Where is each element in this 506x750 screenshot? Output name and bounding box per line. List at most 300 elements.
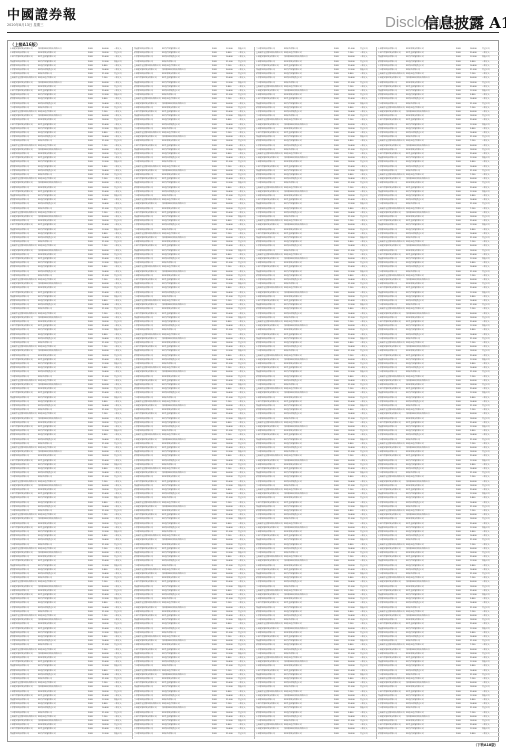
table-cell: 招商银行股份有限公司	[10, 669, 37, 673]
table-cell: 7,200	[102, 379, 114, 383]
table-cell: 16,400	[348, 278, 360, 282]
table-cell: 一般法人	[238, 660, 256, 664]
table-cell: 中国工商银行股份有限公司	[256, 601, 283, 605]
table-cell: 7,200	[226, 534, 238, 538]
table-cell: XX财务有限公司	[406, 337, 455, 341]
table-cell: XX资产管理有限公司	[406, 526, 455, 530]
table-cell: 保险公司	[482, 391, 500, 395]
table-cell: 16,400	[226, 55, 238, 59]
table-cell: XX投资管理有限公司	[284, 711, 333, 715]
table-cell: 基金公司	[482, 337, 500, 341]
table-cell: 保险公司	[238, 652, 256, 656]
table-cell: 2020	[88, 354, 101, 358]
table-cell: XX创业投资有限公司	[406, 509, 455, 513]
table-cell: 基金公司	[238, 610, 256, 614]
table-cell: 一般法人	[360, 492, 378, 496]
table-cell: 基金公司	[238, 643, 256, 647]
table-cell: XX证券股份有限公司	[284, 60, 333, 64]
table-cell: 2020	[456, 702, 469, 706]
table-cell: 18,500	[226, 173, 238, 177]
table-cell: 基金公司	[114, 656, 132, 660]
table-cell: XX创业投资有限公司	[406, 543, 455, 547]
table-cell: 基金公司	[482, 450, 500, 454]
table-cell: 上海浦东发展银行股份有限公司	[256, 253, 283, 257]
table-cell: 中国工商银行股份有限公司	[134, 681, 161, 685]
table-cell: XX创业投资有限公司	[38, 715, 87, 719]
table-cell: 中国建设银行股份有限公司	[378, 614, 405, 618]
table-cell: 2020	[88, 555, 101, 559]
table-cell: 深圳市XX科技股份有限公司	[284, 593, 333, 597]
table-cell: 基金公司	[360, 349, 378, 353]
table-cell: 基金公司	[238, 543, 256, 547]
table-cell: XX创业投资有限公司	[162, 265, 211, 269]
table-cell: 基金公司	[238, 261, 256, 265]
table-cell: XX证券股份有限公司	[38, 320, 87, 324]
table-cell: 2020	[212, 492, 225, 496]
table-cell: 21,000	[348, 81, 360, 85]
table-cell: 2020	[88, 429, 101, 433]
table-cell: XX创业投资有限公司	[162, 333, 211, 337]
table-cell: XX信托有限责任公司	[284, 110, 333, 114]
table-cell: 招商银行股份有限公司	[378, 698, 405, 702]
column-4	[378, 47, 500, 739]
table-cell: 一般法人	[360, 442, 378, 446]
table-cell: 一般法人	[482, 219, 500, 223]
table-cell: 一般法人	[482, 253, 500, 257]
table-cell: 保险公司	[360, 102, 378, 106]
table-cell: 9,800	[348, 72, 360, 76]
table-cell: 9,800	[226, 186, 238, 190]
table-cell: XX财务有限公司	[284, 618, 333, 622]
table-cell: XX证券股份有限公司	[38, 152, 87, 156]
table-cell: 深圳市XX科技股份有限公司	[406, 379, 455, 383]
table-cell: 7,200	[348, 320, 360, 324]
table-cell: 2020	[212, 597, 225, 601]
table-cell: 保险公司	[114, 564, 132, 568]
table-cell: 2020	[456, 333, 469, 337]
table-cell: 招商银行股份有限公司	[378, 228, 405, 232]
table-cell: 深圳市XX科技股份有限公司	[406, 412, 455, 416]
table-row	[256, 732, 378, 737]
table-cell: 18,500	[348, 631, 360, 635]
table-cell: XX投资管理有限公司	[284, 475, 333, 479]
table-cell: 兴业银行股份有限公司	[134, 564, 161, 568]
table-cell: 2020	[456, 307, 469, 311]
table-cell: 2020	[334, 85, 347, 89]
table-cell: 2020	[456, 51, 469, 55]
table-cell: 基金公司	[482, 202, 500, 206]
table-cell: 12,000	[102, 396, 114, 400]
table-cell: XX资产管理有限公司	[38, 295, 87, 299]
table-cell: XX投资管理有限公司	[406, 564, 455, 568]
table-cell: 招商银行股份有限公司	[256, 307, 283, 311]
table-cell: 7,200	[226, 702, 238, 706]
table-cell: 招商银行股份有限公司	[256, 72, 283, 76]
table-cell: XX信托有限责任公司	[162, 593, 211, 597]
table-cell: 21,000	[226, 664, 238, 668]
table-cell: 2020	[212, 484, 225, 488]
table-cell: 保险公司	[238, 383, 256, 387]
table-cell: 7,200	[226, 669, 238, 673]
table-cell: 中国工商银行股份有限公司	[134, 446, 161, 450]
table-cell: 中国工商银行股份有限公司	[134, 715, 161, 719]
table-cell: 16,400	[226, 627, 238, 631]
table-cell: 中国建设银行股份有限公司	[256, 291, 283, 295]
table-cell: 12,000	[226, 383, 238, 387]
table-cell: XX创业投资有限公司	[38, 345, 87, 349]
table-cell: 2020	[334, 198, 347, 202]
table-cell: XX信托有限责任公司	[38, 102, 87, 106]
table-cell: 16,400	[470, 265, 482, 269]
table-cell: 上海浦东发展银行股份有限公司	[256, 354, 283, 358]
table-cell: 保险公司	[114, 664, 132, 668]
table-cell: 12,000	[348, 572, 360, 576]
table-cell: 2020	[212, 316, 225, 320]
table-cell: 18,500	[102, 723, 114, 727]
table-cell: 一般法人	[114, 333, 132, 337]
table-cell: 12,000	[470, 324, 482, 328]
table-cell: 保险公司	[360, 303, 378, 307]
table-cell: 一般法人	[482, 307, 500, 311]
table-cell: 2020	[212, 505, 225, 509]
table-cell: XX投资管理有限公司	[38, 198, 87, 202]
table-cell: 一般法人	[238, 265, 256, 269]
table-cell: 12,000	[470, 391, 482, 395]
table-cell: 2020	[88, 433, 101, 437]
table-cell: 2020	[88, 181, 101, 185]
table-cell: 12,000	[102, 631, 114, 635]
table-cell: 基金公司	[114, 509, 132, 513]
table-cell: 25,600	[226, 278, 238, 282]
table-cell: 25,600	[226, 110, 238, 114]
table-cell: 一般法人	[482, 211, 500, 215]
table-cell: 保险公司	[360, 404, 378, 408]
table-cell: 2020	[212, 471, 225, 475]
table-cell: 9,800	[226, 589, 238, 593]
table-cell: 2020	[212, 341, 225, 345]
table-cell: 2020	[456, 278, 469, 282]
table-cell: 一般法人	[360, 152, 378, 156]
table-cell: 中国工商银行股份有限公司	[256, 568, 283, 572]
table-cell: 中国建设银行股份有限公司	[134, 471, 161, 475]
table-cell: 基金公司	[482, 438, 500, 442]
table-cell: 21,000	[348, 484, 360, 488]
table-cell: XX信托有限责任公司	[406, 669, 455, 673]
table-cell: 一般法人	[238, 601, 256, 605]
table-cell: 12,000	[102, 597, 114, 601]
table-cell: 基金公司	[238, 362, 256, 366]
table-cell: 2020	[456, 349, 469, 353]
table-cell: 基金公司	[360, 585, 378, 589]
table-cell: 上海浦东发展银行股份有限公司	[378, 240, 405, 244]
table-cell: 中国银行股份有限公司	[256, 60, 283, 64]
table-cell: 中国建设银行股份有限公司	[256, 492, 283, 496]
table-cell: XX投资管理有限公司	[38, 501, 87, 505]
table-cell: 中信银行股份有限公司	[134, 559, 161, 563]
table-cell: 2020	[212, 400, 225, 404]
table-cell: XX创业投资有限公司	[284, 723, 333, 727]
table-cell: 保险公司	[482, 459, 500, 463]
table-cell: 34,000	[102, 450, 114, 454]
table-cell: 2020	[88, 253, 101, 257]
table-cell: 25,600	[348, 702, 360, 706]
table-cell: 基金公司	[114, 341, 132, 345]
table-cell: 一般法人	[482, 278, 500, 282]
table-cell: 7,200	[226, 635, 238, 639]
table-cell: 中国银行股份有限公司	[256, 127, 283, 131]
table-cell: XX创业投资有限公司	[406, 408, 455, 412]
table-cell: 兴业银行股份有限公司	[134, 228, 161, 232]
table-cell: 7,200	[226, 131, 238, 135]
table-cell: 保险公司	[360, 169, 378, 173]
table-cell: 2020	[88, 463, 101, 467]
table-cell: 2020	[334, 362, 347, 366]
table-cell: 2020	[88, 240, 101, 244]
table-cell: 中国银行股份有限公司	[378, 484, 405, 488]
table-cell: 一般法人	[360, 614, 378, 618]
table-cell: 9,800	[102, 265, 114, 269]
table-cell: XX创业投资有限公司	[284, 522, 333, 526]
table-cell: XX财务有限公司	[38, 677, 87, 681]
table-cell: 中信银行股份有限公司	[10, 706, 37, 710]
table-cell: XX财务有限公司	[284, 282, 333, 286]
table-cell: 一般法人	[482, 261, 500, 265]
table-cell: 21,000	[226, 295, 238, 299]
table-cell: 交通银行股份有限公司	[134, 484, 161, 488]
table-cell: 2020	[334, 232, 347, 236]
table-cell: 2020	[212, 408, 225, 412]
table-cell: 2020	[88, 232, 101, 236]
table-cell: 2020	[334, 110, 347, 114]
table-cell: 招商银行股份有限公司	[10, 702, 37, 706]
table-cell: 中国工商银行股份有限公司	[256, 534, 283, 538]
table-cell: 18,500	[470, 719, 482, 723]
table-cell: 中国银行股份有限公司	[10, 555, 37, 559]
table-cell: 16,400	[470, 534, 482, 538]
table-cell: 上海浦东发展银行股份有限公司	[134, 198, 161, 202]
table-cell: 25,600	[470, 118, 482, 122]
table-cell: 交通银行股份有限公司	[378, 627, 405, 631]
table-cell: 9,800	[348, 509, 360, 513]
table-cell: 中国银行股份有限公司	[10, 522, 37, 526]
table-cell: XX信托有限责任公司	[38, 572, 87, 576]
table-cell: 18,500	[226, 72, 238, 76]
table-cell: 2020	[334, 501, 347, 505]
table-cell: 2020	[456, 72, 469, 76]
table-cell: 7,200	[470, 442, 482, 446]
table-cell: 中国银行股份有限公司	[10, 118, 37, 122]
table-cell: 一般法人	[114, 81, 132, 85]
table-cell: 基金公司	[482, 551, 500, 555]
table-cell: XX证券股份有限公司	[284, 328, 333, 332]
table-cell: 上海浦东发展银行股份有限公司	[134, 635, 161, 639]
table-cell: 25,600	[348, 265, 360, 269]
table-cell: 18,500	[102, 656, 114, 660]
table-cell: XX资产管理有限公司	[162, 249, 211, 253]
table-cell: XX信托有限责任公司	[284, 177, 333, 181]
table-cell: 2020	[334, 597, 347, 601]
table-cell: XX创业投资有限公司	[284, 454, 333, 458]
table-cell: 深圳市XX科技股份有限公司	[38, 383, 87, 387]
table-cell: 2020	[88, 156, 101, 160]
table-cell: 7,200	[470, 240, 482, 244]
table-cell: 基金公司	[482, 585, 500, 589]
table-cell: 2020	[456, 727, 469, 731]
table-cell: XX信托有限责任公司	[162, 257, 211, 261]
table-cell: 中国建设银行股份有限公司	[10, 685, 37, 689]
table-cell: 中国建设银行股份有限公司	[378, 76, 405, 80]
table-cell: 中信银行股份有限公司	[256, 312, 283, 316]
table-cell: 上海浦东发展银行股份有限公司	[134, 366, 161, 370]
table-cell: 34,000	[226, 438, 238, 442]
table-cell: 2020	[88, 341, 101, 345]
table-cell: 基金公司	[238, 228, 256, 232]
table-cell: 12,000	[470, 627, 482, 631]
table-cell: 中信银行股份有限公司	[134, 55, 161, 59]
table-cell: 一般法人	[360, 459, 378, 463]
table-cell: XX证券股份有限公司	[406, 114, 455, 118]
section-title: 信息披露 A	[424, 12, 506, 33]
table-cell: 深圳市XX科技股份有限公司	[284, 89, 333, 93]
table-cell: 12,000	[470, 190, 482, 194]
table-cell: 基金公司	[360, 114, 378, 118]
table-cell: 交通银行股份有限公司	[378, 459, 405, 463]
table-cell: 2020	[88, 404, 101, 408]
table-cell: XX基金管理有限公司	[406, 186, 455, 190]
table-cell: XX投资管理有限公司	[284, 610, 333, 614]
table-cell: 保险公司	[238, 215, 256, 219]
table-cell: 招商银行股份有限公司	[378, 631, 405, 635]
table-cell: 一般法人	[114, 337, 132, 341]
table-cell: 一般法人	[238, 118, 256, 122]
table-cell: 2020	[456, 564, 469, 568]
table-cell: 25,600	[102, 694, 114, 698]
table-cell: 一般法人	[114, 635, 132, 639]
table-cell: 2020	[88, 480, 101, 484]
table-cell: 2020	[334, 236, 347, 240]
table-cell: 9,800	[102, 702, 114, 706]
table-cell: 深圳市XX科技股份有限公司	[284, 190, 333, 194]
table-cell: 中国银行股份有限公司	[134, 643, 161, 647]
table-cell: 2020	[88, 337, 101, 341]
table-cell: XX投资管理有限公司	[38, 299, 87, 303]
table-cell: 16,400	[470, 299, 482, 303]
table-cell: XX投资管理有限公司	[284, 173, 333, 177]
table-cell: 兴业银行股份有限公司	[378, 303, 405, 307]
table-cell: 上海浦东发展银行股份有限公司	[134, 534, 161, 538]
table-cell: 2020	[88, 496, 101, 500]
table-cell: 9,800	[470, 698, 482, 702]
table-cell: XX基金管理有限公司	[162, 379, 211, 383]
table-cell: 一般法人	[114, 64, 132, 68]
table-cell: XX资产管理有限公司	[162, 349, 211, 353]
table-cell: 34,000	[470, 312, 482, 316]
table-cell: 保险公司	[114, 127, 132, 131]
table-cell: 中信银行股份有限公司	[10, 135, 37, 139]
table-cell: XX创业投资有限公司	[162, 198, 211, 202]
table-cell: 21,000	[102, 475, 114, 479]
table-cell: 2020	[334, 93, 347, 97]
table-cell: 34,000	[102, 618, 114, 622]
table-cell: 2020	[88, 211, 101, 215]
table-cell: 34,000	[102, 349, 114, 353]
table-cell: 一般法人	[482, 446, 500, 450]
table-cell: XX基金管理有限公司	[284, 601, 333, 605]
table-cell: 一般法人	[360, 131, 378, 135]
table-cell: 基金公司	[482, 471, 500, 475]
table-cell: 一般法人	[360, 677, 378, 681]
table-cell: 2020	[212, 240, 225, 244]
table-cell: 交通银行股份有限公司	[256, 673, 283, 677]
table-cell: 深圳市XX科技股份有限公司	[162, 706, 211, 710]
table-cell: 招商银行股份有限公司	[378, 664, 405, 668]
table-cell: 一般法人	[360, 312, 378, 316]
table-cell: 招商银行股份有限公司	[10, 97, 37, 101]
table-cell: 保险公司	[482, 55, 500, 59]
table-cell: 保险公司	[482, 324, 500, 328]
table-cell: 9,800	[226, 51, 238, 55]
table-cell: 7,200	[226, 400, 238, 404]
table-cell: 中国银行股份有限公司	[256, 463, 283, 467]
table-cell: 中国工商银行股份有限公司	[10, 660, 37, 664]
table-cell: 交通银行股份有限公司	[378, 89, 405, 93]
table-cell: 保险公司	[482, 593, 500, 597]
table-cell: 34,000	[226, 639, 238, 643]
table-cell: 基金公司	[360, 652, 378, 656]
table-cell: 保险公司	[238, 484, 256, 488]
table-cell: 一般法人	[238, 572, 256, 576]
table-cell: 招商银行股份有限公司	[134, 186, 161, 190]
table-cell: XX投资管理有限公司	[38, 165, 87, 169]
table-cell: 中国工商银行股份有限公司	[134, 614, 161, 618]
table-cell: 25,600	[470, 85, 482, 89]
table-cell: XX财务有限公司	[406, 270, 455, 274]
masthead	[0, 0, 506, 34]
table-cell: XX财务有限公司	[38, 408, 87, 412]
table-cell: XX信托有限责任公司	[162, 559, 211, 563]
table-cell: 2020	[334, 543, 347, 547]
table-cell: 基金公司	[238, 72, 256, 76]
table-cell: 中国建设银行股份有限公司	[256, 559, 283, 563]
table-cell: 保险公司	[238, 719, 256, 723]
table-cell: 中信银行股份有限公司	[10, 337, 37, 341]
table-cell: 2020	[212, 694, 225, 698]
table-cell: 一般法人	[482, 375, 500, 379]
table-cell: 一般法人	[238, 345, 256, 349]
table-cell: 基金公司	[114, 543, 132, 547]
table-cell: 一般法人	[238, 337, 256, 341]
table-cell: 18,500	[226, 509, 238, 513]
table-cell: 交通银行股份有限公司	[378, 660, 405, 664]
table-cell: 深圳市XX科技股份有限公司	[38, 585, 87, 589]
table-cell: 一般法人	[114, 358, 132, 362]
table-cell: 2020	[334, 312, 347, 316]
table-cell: 中国银行股份有限公司	[378, 517, 405, 521]
table-cell: 2020	[88, 639, 101, 643]
table-cell: 一般法人	[238, 299, 256, 303]
table-cell: XX投资管理有限公司	[162, 354, 211, 358]
table-cell: 2020	[334, 76, 347, 80]
table-cell: 兴业银行股份有限公司	[378, 202, 405, 206]
table-cell: 7,200	[348, 219, 360, 223]
table-cell: XX基金管理有限公司	[162, 144, 211, 148]
table-cell: 16,400	[102, 639, 114, 643]
table-cell: 9,800	[226, 723, 238, 727]
table-cell: 21,000	[226, 362, 238, 366]
table-cell: 12,000	[470, 123, 482, 127]
table-cell: 2020	[212, 64, 225, 68]
table-cell: XX财务有限公司	[284, 148, 333, 152]
